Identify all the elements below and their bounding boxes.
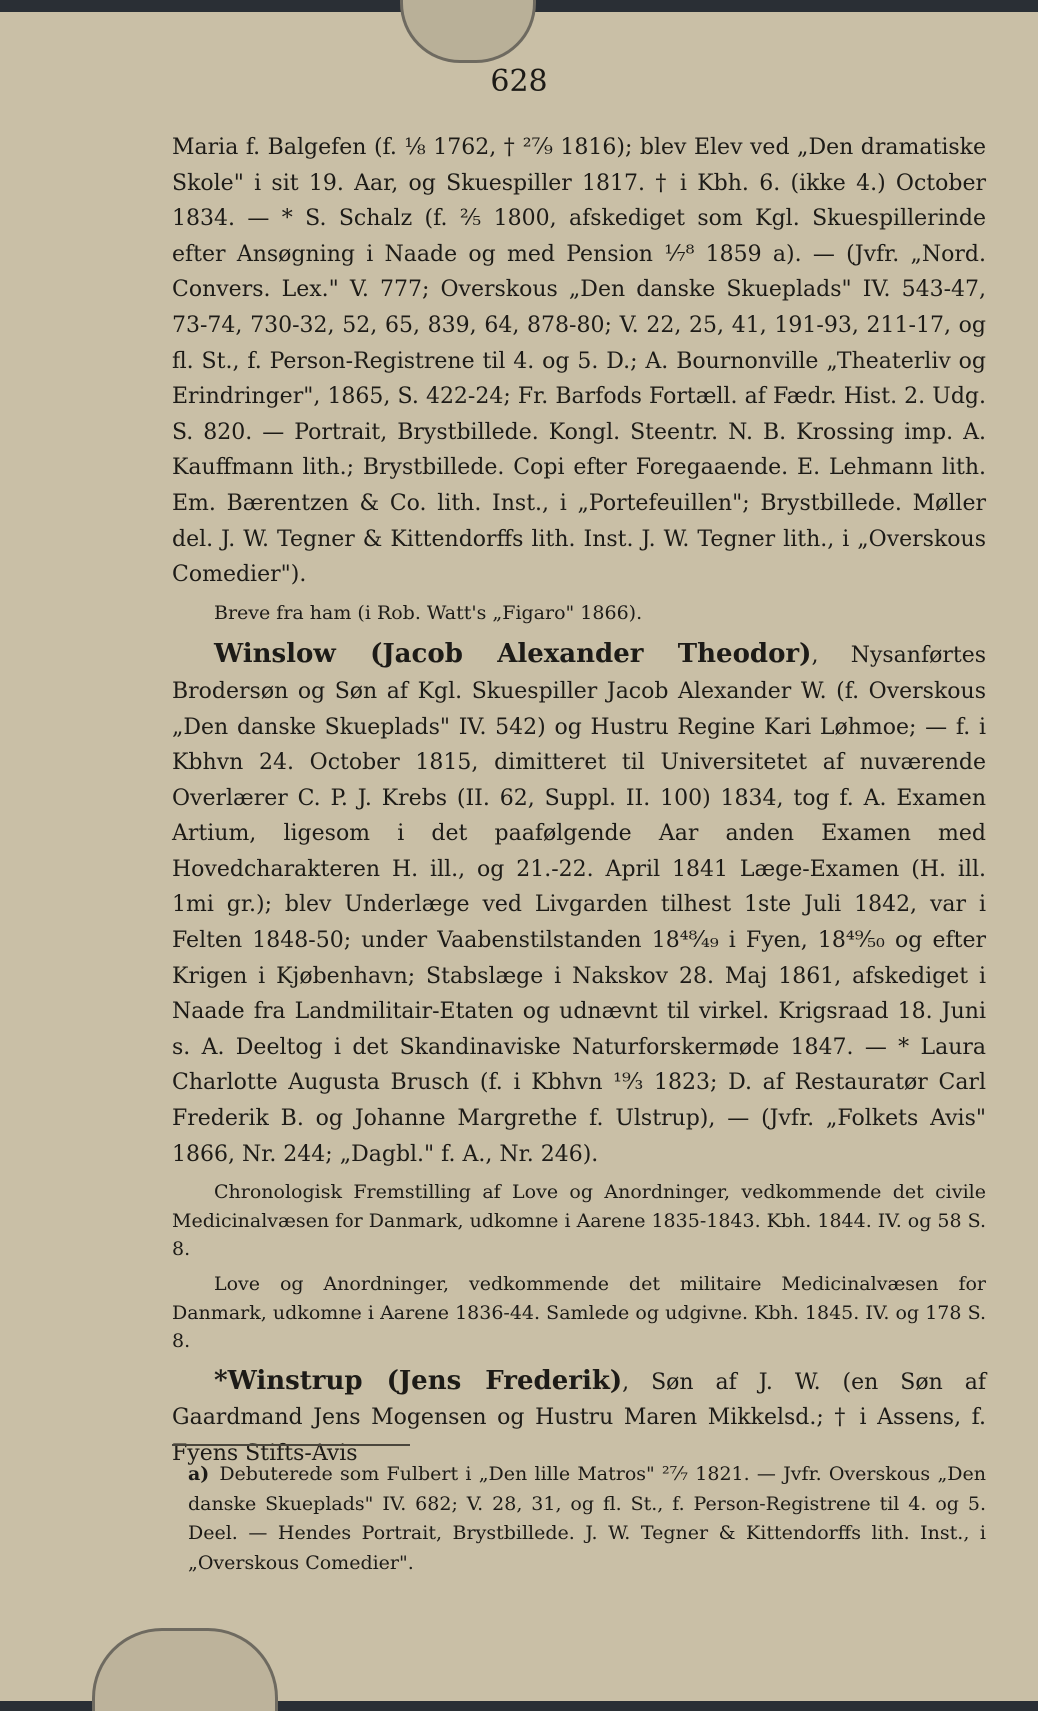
headword-winstrup: *Winstrup (Jens Frederik): [214, 1365, 623, 1396]
page-number: 628: [490, 64, 548, 99]
footnote: [188, 1460, 986, 1578]
text-column: [172, 130, 986, 1472]
headword-winslow: Winslow (Jacob Alexander Theodor): [214, 639, 812, 670]
page-clip-bottom: [92, 1628, 278, 1711]
entry-winstrup: [172, 1364, 986, 1472]
entry-winslow: [172, 637, 986, 1172]
entry-winslow-body: , Nysanførtes Brodersøn og Søn af Kgl. Skuespiller Jacob Alexander W. (f. Overskous „Den danske Skueplads" IV. 542) og Hustru Regine Kari Løhmoe; — f. i Kbhvn 24. October 1815, dimitteret til Universitetet af nuværende Overlærer C. P. J. Krebs (II. 62, Suppl. II. 100) 1834, tog f. A. Examen Artium, ligesom i det paafølgende Aar anden Examen med Hovedcharakteren H. ill., og 21.-22. April 1841 Læge-Examen (H. ill. 1mi gr.); blev Underlæge ved Livgarden tilhest 1ste Juli 1842, var i Felten 1848-50; under Vaabenstilstanden 18⁴⁸⁄₄₉ i Fyen, 18⁴⁹⁄₅₀ og efter Krigen i Kjøbenhavn; Stabslæge i Nakskov 28. Maj 1861, afskediget i Naade fra Landmilitair-Etaten og udnævnt til virkel. Krigsraad 18. Juni s. A. Deeltog i det Skandinaviske Naturforskermøde 1847. — * Laura Charlotte Augusta Brusch (f. i Kbhvn ¹⁹⁄₃ 1823; D. af Restauratør Carl Frederik B. og Johanne Margrethe f. Ulstrup), — (Jvfr. „Folkets Avis" 1866, Nr. 244; „Dagbl." f. A., Nr. 246).: [172, 643, 986, 1167]
bibliography-line-breve: Breve fra ham (i Rob. Watt's „Figaro" 1866).: [214, 601, 643, 624]
entry-continuation-maria: Maria f. Balgefen (f. ⅛ 1762, † ²⁷⁄₉ 1816); blev Elev ved „Den dramatiske Skole" i sit 19. Aar, og Skuespiller 1817. † i Kbh. 6. (ikke 4.) October 1834. — * S. Schalz (f. ²⁄₅ 1800, afskediget som Kgl. Skuespillerinde efter Ansøgning i Naade og med Pension ¹⁄₇⁸ 1859 a). — (Jvfr. „Nord. Convers. Lex." V. 777; Overskous „Den danske Skueplads" IV. 543-47, 73-74, 730-32, 52, 65, 839, 64, 878-80; V. 22, 25, 41, 191-93, 211-17, og fl. St., f. Person-Registrene til 4. og 5. D.; A. Bournonville „Theaterliv og Erindringer", 1865, S. 422-24; Fr. Barfods Fortæll. af Fædr. Hist. 2. Udg. S. 820. — Portrait, Brystbillede. Kongl. Steentr. N. B. Krossing imp. A. Kauffmann lith.; Brystbillede. Copi efter Foregaaende. E. Lehmann lith. Em. Bærentzen & Co. lith. Inst., i „Portefeuillen"; Brystbillede. Møller del. J. W. Tegner & Kittendorffs lith. Inst. J. W. Tegner lith., i „Overskous Comedier").: [172, 135, 986, 588]
bibliography-chronologisk: Chronologisk Fremstilling af Love og Anordninger, vedkommende det civile Medicinalvæsen for Danmark, udkomne i Aarene 1835-1843. Kbh. 1844. IV. og 58 S. 8.: [172, 1181, 987, 1261]
entry-winstrup-body: , Søn af J. W. (en Søn af Gaardmand Jens Mogensen og Hustru Maren Mikkelsd.; † i Assens, f. Fyens Stifts-Avis: [172, 1369, 986, 1466]
page-clip-top: [400, 0, 536, 63]
footnote-mark: a): [188, 1463, 210, 1485]
footnote-text: Debuterede som Fulbert i „Den lille Matros" ²⁷⁄₇ 1821. — Jvfr. Overskous „Den danske Skueplads" IV. 682; V. 28, 31, og fl. St., f. Person-Registrene til 4. og 5. Deel. — Hendes Portrait, Brystbillede. J. W. Tegner & Kittendorffs lith. Inst., i „Overskous Comedier".: [188, 1463, 986, 1574]
footnote-divider: [172, 1444, 410, 1446]
bibliography-love: Love og Anordninger, vedkommende det militaire Medicinalvæsen for Danmark, udkomne i Aarene 1836-44. Samlede og udgivne. Kbh. 1845. IV. og 178 S. 8.: [172, 1273, 986, 1353]
